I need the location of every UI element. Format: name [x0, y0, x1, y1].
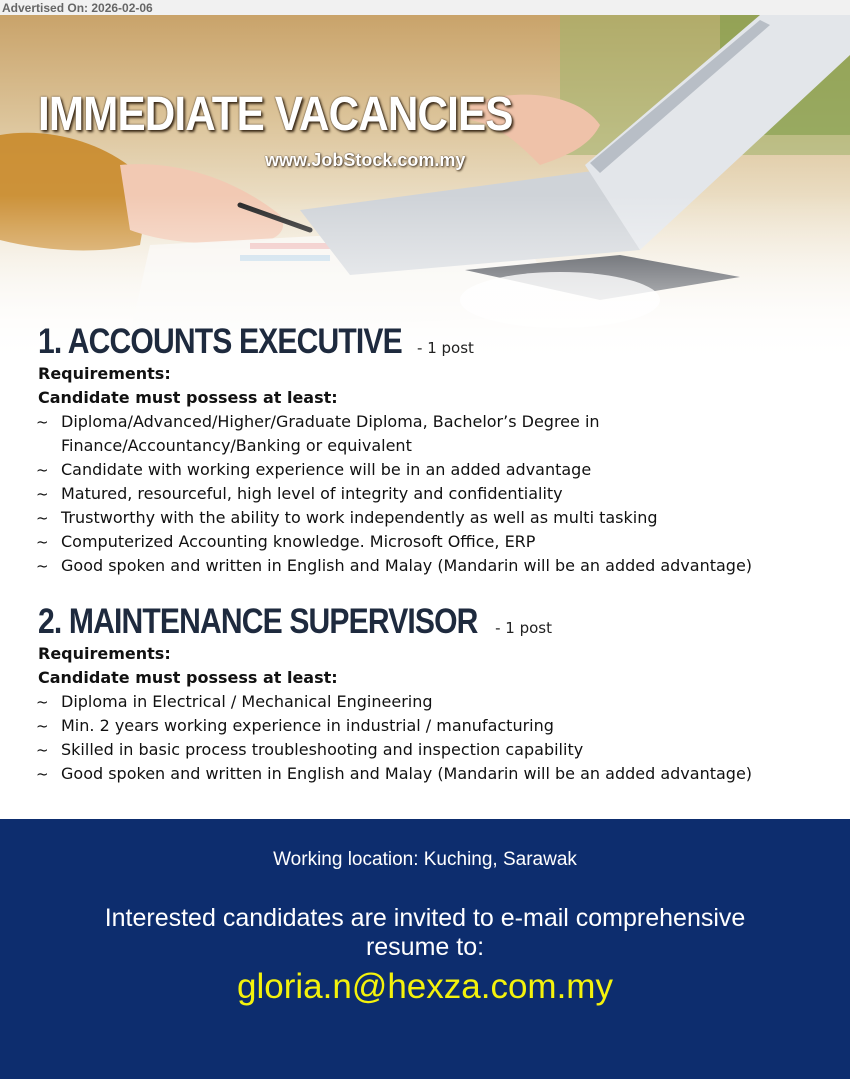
job-accounts-executive [38, 322, 818, 578]
list-item: ~ Matured, resourceful, high level of integrity and confidentiality [36, 482, 818, 506]
application-instructions: Interested candidates are invited to e-mail comprehensive resume to: [104, 904, 746, 961]
job-post-count: - 1 post [417, 339, 474, 357]
job-title-row [38, 322, 818, 362]
list-item: ~ Trustworthy with the ability to work independently as well as multi tasking [36, 506, 818, 530]
advertised-date: Advertised On: 2026-02-06 [2, 1, 153, 15]
requirements-list [38, 410, 818, 578]
tilde-bullet-icon: ~ [36, 485, 49, 503]
requirements-label: Requirements: [38, 364, 171, 383]
list-item: ~ Skilled in basic process troubleshooting and inspection capability [36, 738, 818, 762]
requirements-label: Requirements: [38, 644, 171, 663]
tilde-bullet-icon: ~ [36, 533, 49, 551]
page-title: IMMEDIATE VACANCIES [38, 88, 513, 141]
job-maintenance-supervisor [38, 602, 818, 786]
office-desk-illustration [0, 15, 850, 365]
tilde-bullet-icon: ~ [36, 557, 49, 575]
tilde-bullet-icon: ~ [36, 413, 49, 431]
tilde-bullet-icon: ~ [36, 461, 49, 479]
list-item: ~ Candidate with working experience will be in an added advantage [36, 458, 818, 482]
list-item: ~ Good spoken and written in English and Malay (Mandarin will be an added advantage) [36, 762, 818, 786]
job-title: 2. MAINTENANCE SUPERVISOR [38, 602, 478, 641]
tilde-bullet-icon: ~ [36, 717, 49, 735]
site-url[interactable]: www.JobStock.com.my [265, 150, 466, 170]
working-location: Working location: Kuching, Sarawak [273, 849, 577, 870]
requirements-list [38, 690, 818, 786]
tilde-bullet-icon: ~ [36, 509, 49, 527]
list-item: ~ Computerized Accounting knowledge. Microsoft Office, ERP [36, 530, 818, 554]
advertised-date-bar [0, 0, 850, 15]
contact-email-link[interactable]: gloria.n@hexza.com.my [237, 967, 613, 1006]
list-item: ~ Min. 2 years working experience in industrial / manufacturing [36, 714, 818, 738]
list-item: ~ Diploma in Electrical / Mechanical Engineering [36, 690, 818, 714]
hero-banner [0, 15, 850, 365]
list-item: ~ Good spoken and written in English and Malay (Mandarin will be an added advantage) [36, 554, 818, 578]
list-item: ~ Diploma/Advanced/Higher/Graduate Diploma, Bachelor’s Degree in Finance/Accountancy/Banking or equivalent [36, 412, 600, 455]
job-post-count: - 1 post [495, 619, 552, 637]
job-title-row [38, 602, 818, 642]
tilde-bullet-icon: ~ [36, 741, 49, 759]
job-title: 1. ACCOUNTS EXECUTIVE [38, 322, 402, 361]
tilde-bullet-icon: ~ [36, 765, 49, 783]
tilde-bullet-icon: ~ [36, 693, 49, 711]
requirements-subtitle: Candidate must possess at least: [38, 668, 338, 687]
contact-footer [0, 819, 850, 1079]
requirements-subtitle: Candidate must possess at least: [38, 388, 338, 407]
